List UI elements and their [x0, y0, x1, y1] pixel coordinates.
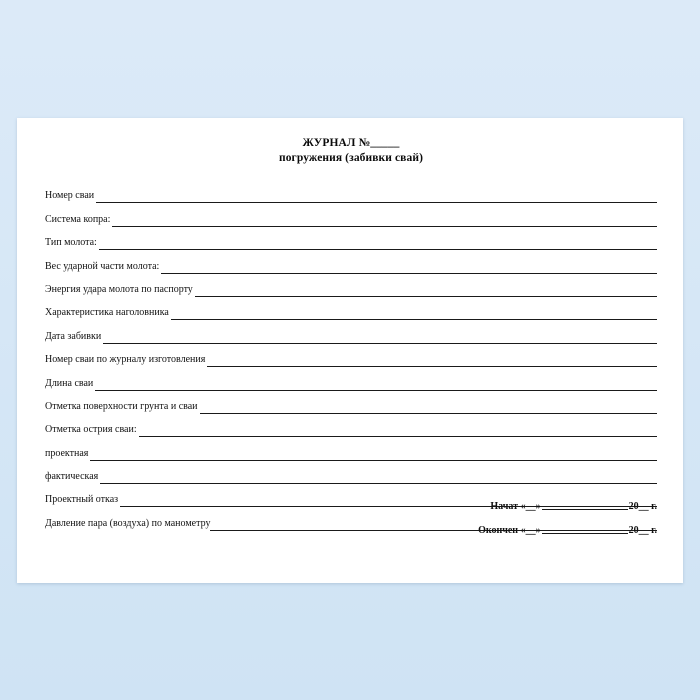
field-write-line[interactable]	[171, 308, 657, 320]
form-row-pile-number	[45, 180, 657, 203]
form-field-list	[45, 180, 657, 531]
footer-start-line[interactable]	[542, 499, 628, 510]
footer-end-label: Окончен «__»	[478, 525, 541, 536]
field-label: Отметка поверхности грунта и сваи	[45, 400, 198, 412]
field-write-line[interactable]	[112, 215, 657, 227]
form-row-design-value	[45, 437, 657, 460]
document-sheet	[17, 118, 683, 583]
field-label: Давление пара (воздуха) по манометру	[45, 517, 211, 529]
field-write-line[interactable]	[195, 285, 657, 297]
field-write-line[interactable]	[161, 262, 657, 274]
form-row-impact-energy	[45, 274, 657, 297]
document-title-block	[45, 136, 657, 166]
field-label: Тип молота:	[45, 237, 97, 249]
document-title-line-1: ЖУРНАЛ №_____	[302, 137, 400, 149]
footer-start-year: 20__ г.	[628, 501, 657, 512]
form-row-pile-tip-level	[45, 414, 657, 437]
field-write-line[interactable]	[95, 379, 657, 391]
field-label: фактическая	[45, 471, 99, 483]
form-row-actual-value	[45, 461, 657, 484]
field-write-line[interactable]	[90, 449, 657, 461]
footer-end-year: 20__ г.	[628, 525, 657, 536]
footer-end-row	[478, 523, 657, 536]
form-row-hammer-type	[45, 227, 657, 250]
form-row-pile-length	[45, 367, 657, 390]
field-label: Длина сваи	[45, 377, 94, 389]
field-write-line[interactable]	[207, 355, 657, 367]
field-write-line[interactable]	[99, 238, 657, 250]
field-label: Энергия удара молота по паспорту	[45, 283, 193, 295]
document-content	[45, 136, 657, 569]
document-footer	[478, 499, 657, 547]
footer-end-line[interactable]	[542, 523, 628, 534]
field-label: Проектный отказ	[45, 494, 119, 506]
footer-start-label: Начат «__»	[490, 501, 541, 512]
field-label: Номер сваи	[45, 190, 95, 202]
field-write-line[interactable]	[200, 402, 657, 414]
form-row-cap-characteristics	[45, 297, 657, 320]
form-row-ground-and-pile-level	[45, 391, 657, 414]
form-row-driving-date	[45, 320, 657, 343]
field-write-line[interactable]	[96, 191, 657, 203]
field-label: Дата забивки	[45, 330, 102, 342]
field-label: Вес ударной части молота:	[45, 260, 160, 272]
field-write-line[interactable]	[103, 332, 657, 344]
field-label: Номер сваи по журналу изготовления	[45, 354, 206, 366]
form-row-pile-number-by-journal	[45, 344, 657, 367]
footer-start-row	[478, 499, 657, 512]
field-label: Система копра:	[45, 213, 111, 225]
field-label: проектная	[45, 447, 89, 459]
field-label: Характеристика наголовника	[45, 307, 169, 319]
document-subtitle-line-2: погружения (забивки свай)	[278, 152, 423, 164]
form-row-rig-system	[45, 203, 657, 226]
form-row-hammer-weight	[45, 250, 657, 273]
field-write-line[interactable]	[139, 425, 657, 437]
field-write-line[interactable]	[100, 472, 657, 484]
field-label: Отметка острия сваи:	[45, 424, 137, 436]
